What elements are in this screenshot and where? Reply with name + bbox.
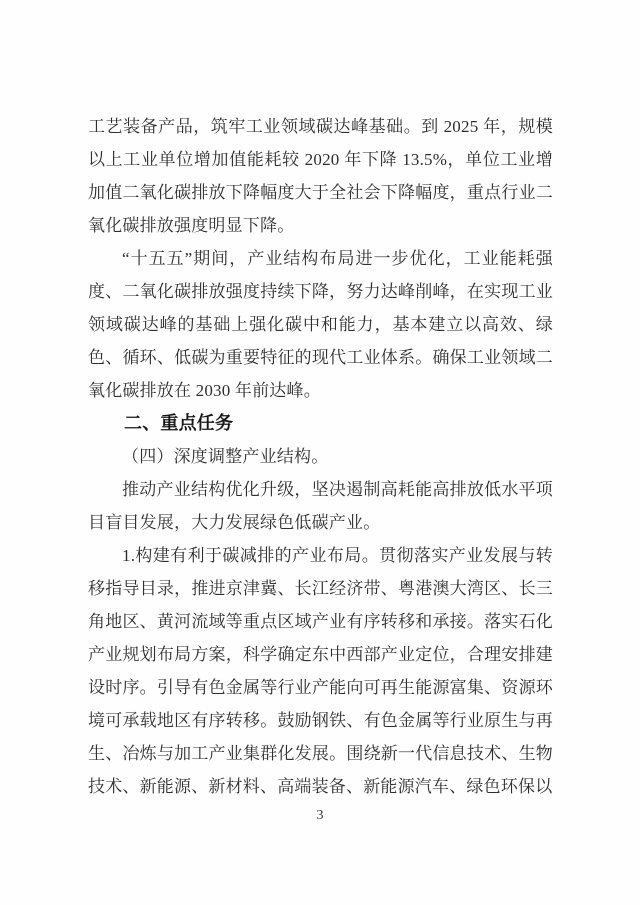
document-body — [88, 110, 553, 803]
paragraph: （四）深度调整产业结构。 — [122, 447, 329, 466]
paragraph: 1.构建有利于碳减排的产业布局。贯彻落实产业发展与转移指导目录，推进京津冀、长江经济带、粤港澳大湾区、长三角地区、黄河流域等重点区域产业有序转移和承接。落实石化产业规划布局方案，科学确定东中西部产业定位，合理安排建设时序。引导有色金属等行业产能向可再生能源富集、资源环境可承载地区有序转移。鼓励钢铁、有色金属等行业原生与再生、冶炼与加工产业集群化发展。围绕新一代信息技术、生物技术、新能源、新材料、高端装备、新能源汽车、绿色环保以 — [88, 546, 553, 796]
paragraph: “十五五”期间，产业结构布局进一步优化，工业能耗强度、二氧化碳排放强度持续下降，努力达峰削峰，在实现工业领域碳达峰的基础上强化碳中和能力，基本建立以高效、绿色、循环、低碳为重要特征的现代工业体系。确保工业领域二氧化碳排放在 2030 年前达峰。 — [88, 249, 553, 400]
paragraph: 工艺装备产品，筑牢工业领域碳达峰基础。到 2025 年，规模以上工业单位增加值能耗较 2020 年下降 13.5%，单位工业增加值二氧化碳排放下降幅度大于全社会下降幅度，重点行业二氧化碳排放强度明显下降。 — [88, 117, 553, 235]
page-number: 3 — [316, 808, 324, 823]
paragraph: 推动产业结构优化升级，坚决遏制高耗能高排放低水平项目盲目发展，大力发展绿色低碳产业。 — [88, 480, 553, 532]
section-heading: 二、重点任务 — [124, 413, 234, 433]
page-footer — [0, 808, 640, 824]
